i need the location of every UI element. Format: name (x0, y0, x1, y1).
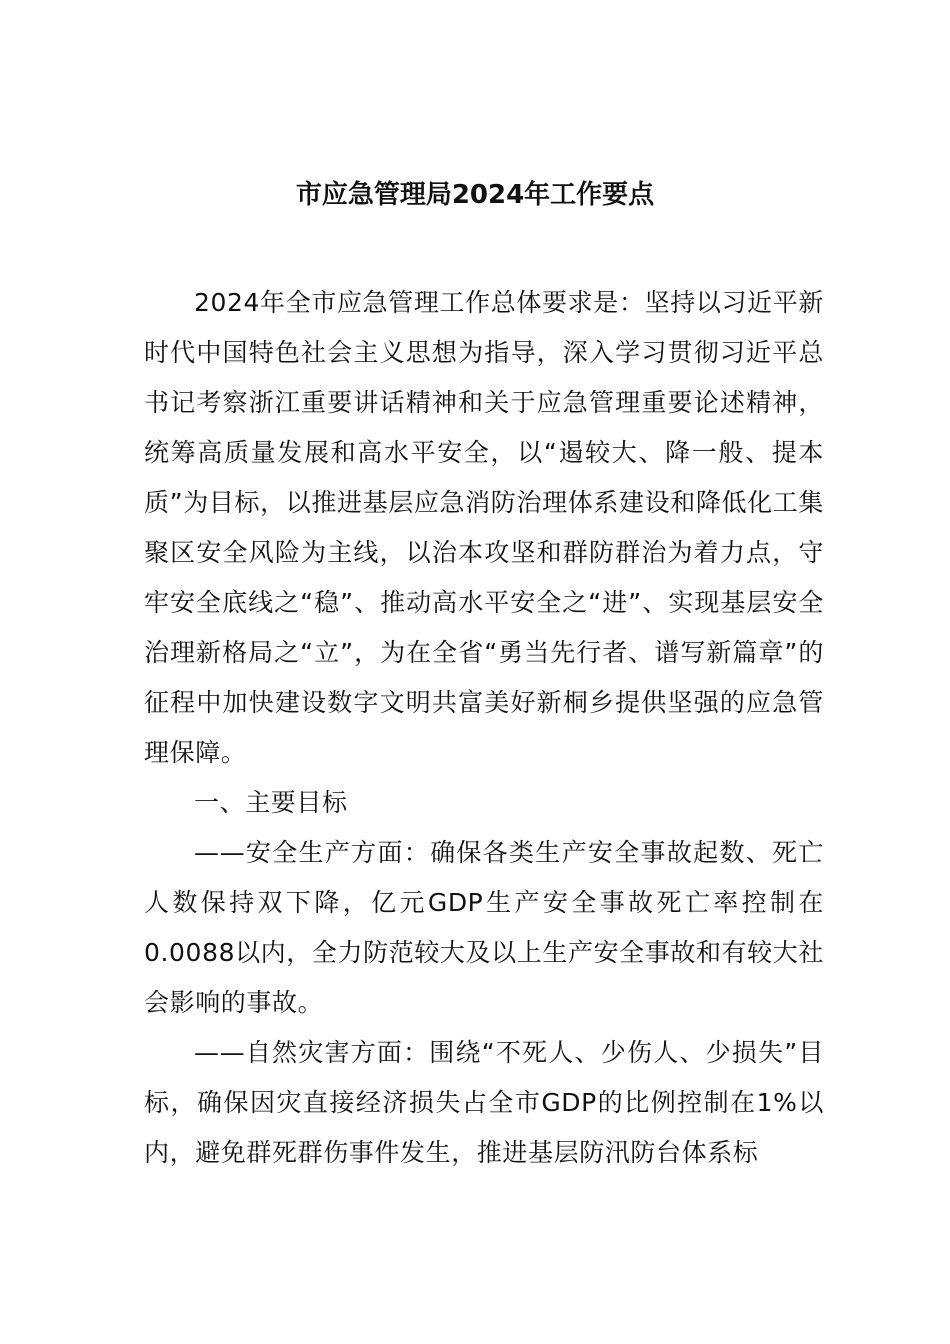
document-title: 市应急管理局2024年工作要点 (295, 180, 655, 211)
paragraph-production-safety: ——安全生产方面：确保各类生产安全事故起数、死亡人数保持双下降，亿元GDP生产安全事故死亡率控制在0.0088以内，全力防范较大及以上生产安全事故和有较大社会影响的事故。 (144, 838, 824, 1017)
paragraph-natural-disasters: ——自然灾害方面：围绕“不死人、少伤人、少损失”目标，确保因灾直接经济损失占全市GDP的比例控制在1%以内，避免群死群伤事件发生，推进基层防汛防台体系标 (144, 1038, 824, 1167)
document-body (144, 278, 824, 1178)
paragraph-general-requirements: 2024年全市应急管理工作总体要求是：坚持以习近平新时代中国特色社会主义思想为指导，深入学习贯彻习近平总书记考察浙江重要讲话精神和关于应急管理重要论述精神，统筹高质量发展和高水平安全，以“遏较大、降一般、提本质”为目标，以推进基层应急消防治理体系建设和降低化工集聚区安全风险为主线，以治本攻坚和群防群治为着力点，守牢安全底线之“稳”、推动高水平安全之“进”、实现基层安全治理新格局之“立”，为在全省“勇当先行者、谱写新篇章”的征程中加快建设数字文明共富美好新桐乡提供坚强的应急管理保障。 (144, 288, 824, 767)
section-heading-main-goals: 一、主要目标 (194, 788, 348, 817)
